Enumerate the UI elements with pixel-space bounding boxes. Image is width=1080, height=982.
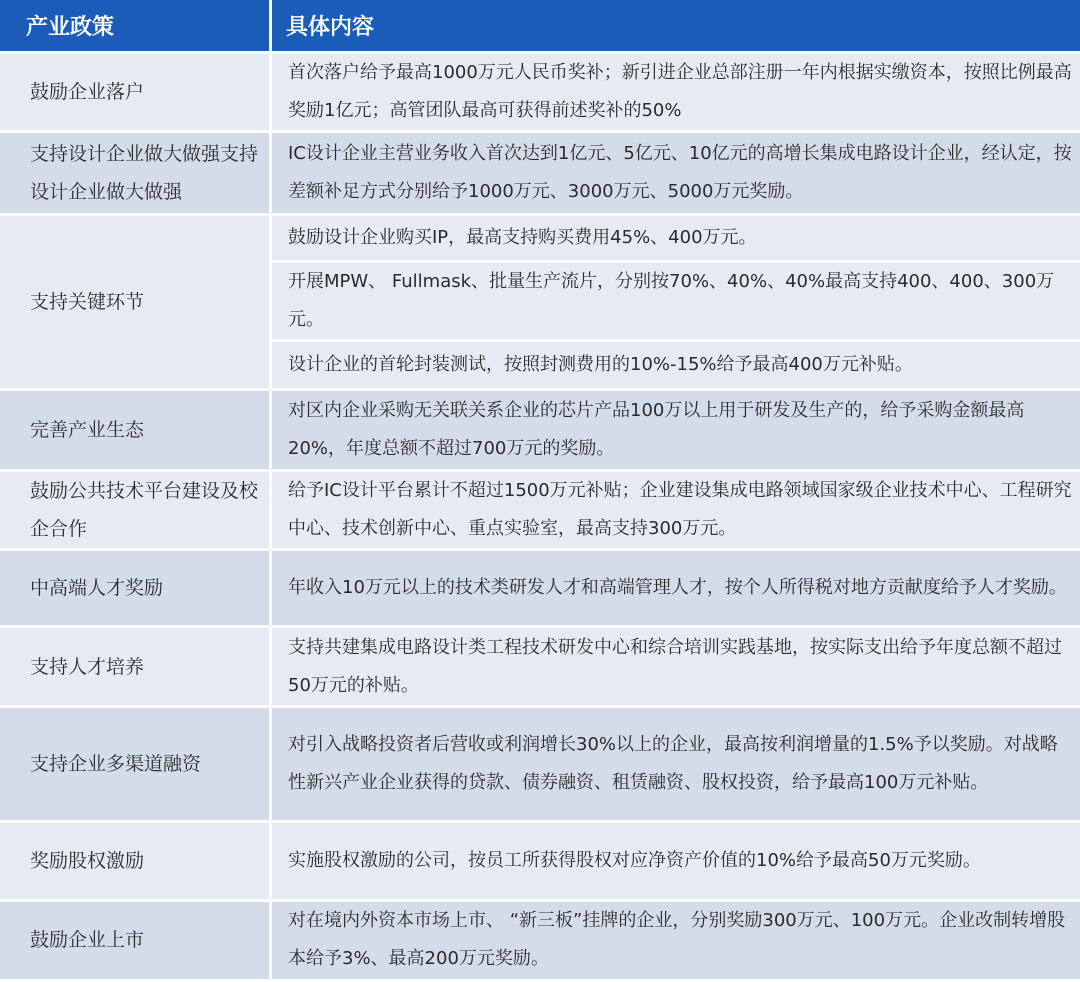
table-row [0, 133, 1080, 215]
policy-name: 完善产业生态 [0, 391, 272, 471]
policy-name: 鼓励企业上市 [0, 902, 272, 982]
table-header-row [0, 0, 1080, 54]
policy-name: 支持企业多渠道融资 [0, 708, 272, 823]
table-row [0, 708, 1080, 823]
table-row [0, 823, 1080, 901]
policy-name: 中高端人才奖励 [0, 551, 272, 628]
policy-content: 对在境内外资本市场上市、 “新三板”挂牌的企业，分别奖励300万元、100万元。企业改制转增股本给予3%、最高200万元奖励。 [272, 902, 1080, 982]
policy-content: 实施股权激励的公司，按员工所获得股权对应净资产价值的10%给予最高50万元奖励。 [272, 823, 1080, 901]
policy-content: 给予IC设计平台累计不超过1500万元补贴；企业建设集成电路领域国家级企业技术中心、工程研究中心、技术创新中心、重点实验室，最高支持300万元。 [272, 472, 1080, 551]
table-row [0, 216, 1080, 263]
table-row [0, 628, 1080, 707]
policy-content: IC设计企业主营业务收入首次达到1亿元、5亿元、10亿元的高增长集成电路设计企业，经认定，按差额补足方式分别给予1000万元、3000万元、5000万元奖励。 [272, 133, 1080, 215]
policy-name: 鼓励公共技术平台建设及校企合作 [0, 472, 272, 551]
policy-content: 设计企业的首轮封装测试，按照封测费用的10%-15%给予最高400万元补贴。 [272, 342, 1080, 391]
policy-name: 支持关键环节 [0, 216, 272, 392]
table-row [0, 902, 1080, 982]
table-row [0, 472, 1080, 551]
policy-content: 鼓励设计企业购买IP，最高支持购买费用45%、400万元。 [272, 216, 1080, 263]
header-policy: 产业政策 [0, 0, 272, 54]
policy-name: 支持人才培养 [0, 628, 272, 707]
policy-content: 开展MPW、 Fullmask、批量生产流片，分别按70%、40%、40%最高支持400、400、300万元。 [272, 263, 1080, 342]
policy-content: 支持共建集成电路设计类工程技术研发中心和综合培训实践基地，按实际支出给予年度总额不超过50万元的补贴。 [272, 628, 1080, 707]
policy-name: 鼓励企业落户 [0, 54, 272, 133]
policy-name: 支持设计企业做大做强支持设计企业做大做强 [0, 133, 272, 215]
table-row [0, 391, 1080, 471]
policy-content: 首次落户给予最高1000万元人民币奖补；新引进企业总部注册一年内根据实缴资本，按照比例最高奖励1亿元；高管团队最高可获得前述奖补的50% [272, 54, 1080, 133]
policy-content: 对引入战略投资者后营收或利润增长30%以上的企业，最高按利润增量的1.5%予以奖励。对战略性新兴产业企业获得的贷款、债券融资、租赁融资、股权投资，给予最高100万元补贴。 [272, 708, 1080, 823]
policy-content: 对区内企业采购无关联关系企业的芯片产品100万以上用于研发及生产的，给予采购金额最高20%，年度总额不超过700万元的奖励。 [272, 391, 1080, 471]
table-row [0, 551, 1080, 628]
policy-content: 年收入10万元以上的技术类研发人才和高端管理人才，按个人所得税对地方贡献度给予人才奖励。 [272, 551, 1080, 628]
policy-name: 奖励股权激励 [0, 823, 272, 901]
table-row [0, 54, 1080, 133]
header-content: 具体内容 [272, 0, 1080, 54]
